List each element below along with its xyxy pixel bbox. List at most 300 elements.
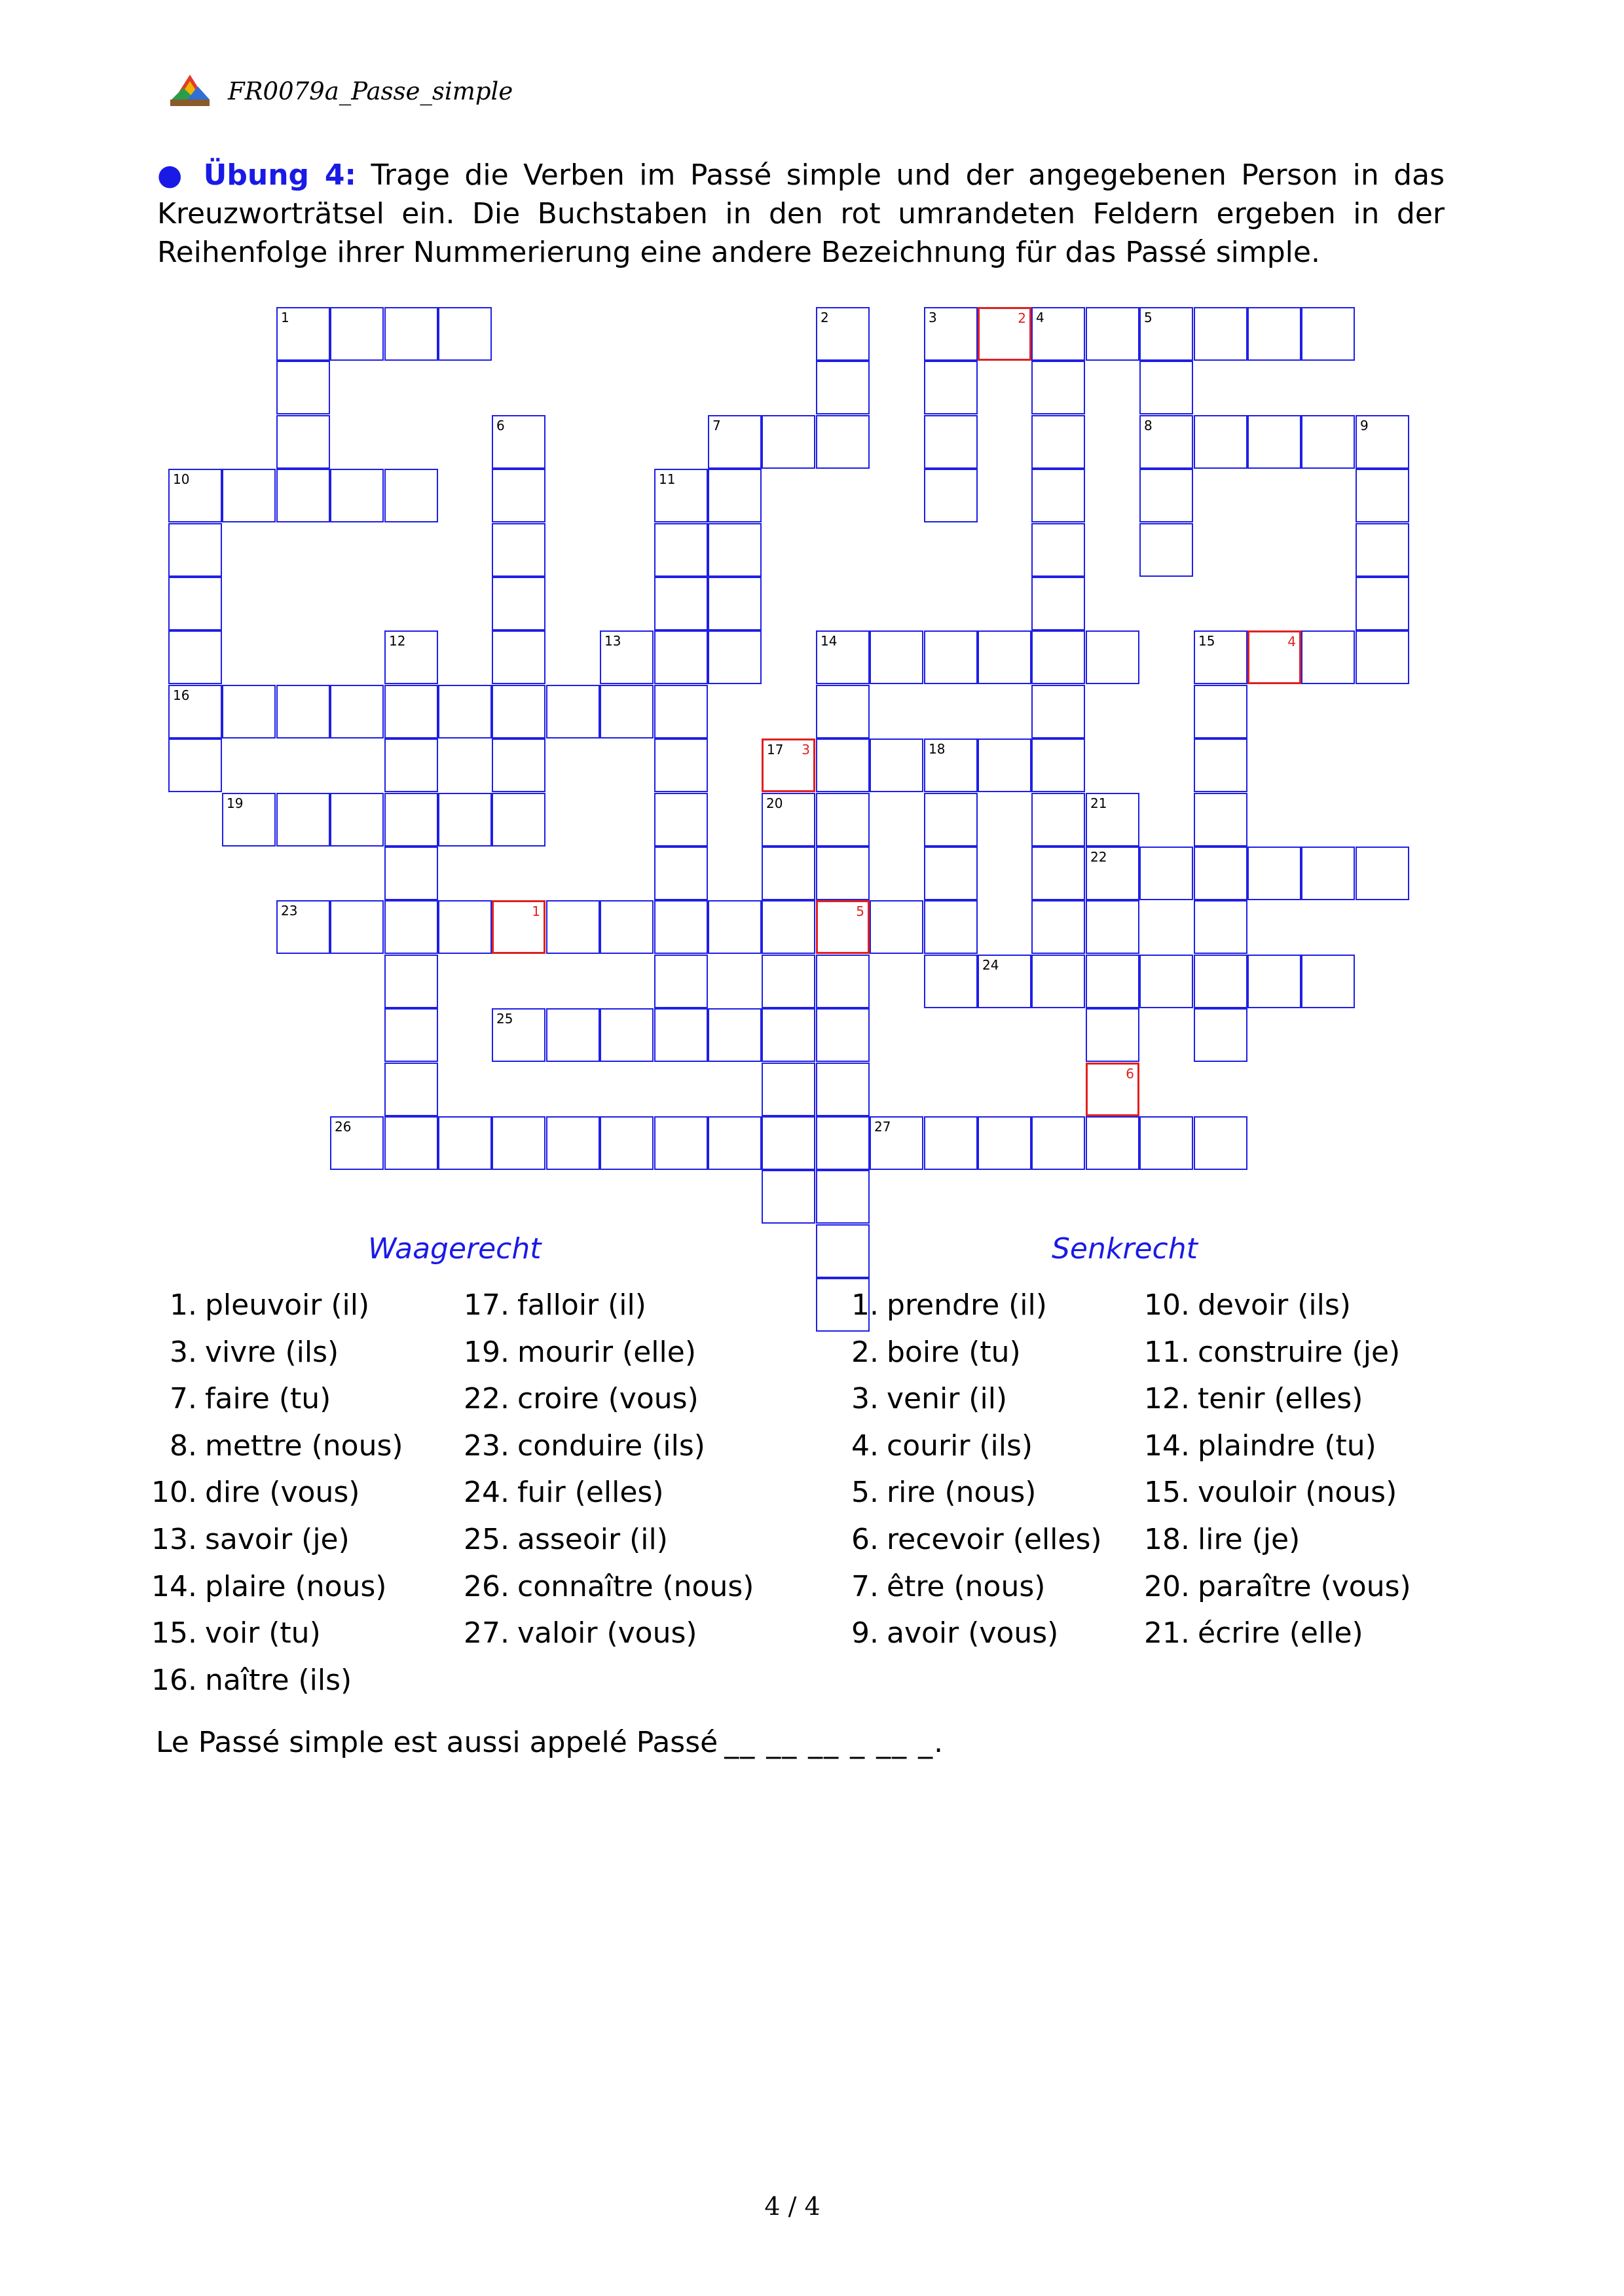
clue-number: 18 (929, 741, 946, 757)
crossword-cell[interactable] (654, 577, 708, 630)
crossword-cell[interactable] (1139, 415, 1193, 469)
crossword-cell[interactable] (708, 630, 762, 684)
clue-item (464, 1329, 754, 1376)
clue-item-number: 10. (1144, 1288, 1190, 1322)
crossword-cell[interactable] (600, 1008, 654, 1062)
crossword-cell[interactable] (708, 415, 762, 469)
crossword-cell[interactable] (1301, 630, 1355, 684)
crossword-cell[interactable] (870, 738, 923, 792)
clue-item (1144, 1610, 1411, 1657)
clue-item (151, 1469, 403, 1516)
crossword-cell[interactable] (708, 469, 762, 522)
clue-item-text: valoir (vous) (517, 1616, 697, 1650)
crossword-cell[interactable] (1031, 307, 1085, 361)
crossword-cell[interactable] (708, 1116, 762, 1170)
crossword-cell[interactable] (654, 469, 708, 522)
crossword-cell[interactable] (1031, 630, 1085, 684)
clue-item (170, 1423, 403, 1470)
crossword-cell[interactable] (546, 1116, 600, 1170)
crossword-cell[interactable] (816, 1008, 870, 1062)
crossword-cell[interactable] (816, 1170, 870, 1224)
clue-item-text: fuir (elles) (517, 1476, 664, 1510)
crossword-cell[interactable] (1031, 577, 1085, 630)
crossword-cell[interactable] (330, 1116, 384, 1170)
clue-item-number: 20. (1144, 1569, 1190, 1603)
crossword-cell[interactable] (546, 900, 600, 954)
clue-number: 16 (173, 687, 190, 703)
clue-number: 24 (982, 957, 999, 973)
crossword-cell[interactable] (1139, 523, 1193, 577)
clue-number: 7 (712, 418, 721, 433)
clue-number: 21 (1090, 795, 1107, 811)
clue-number: 3 (929, 310, 937, 325)
crossword-cell[interactable] (1194, 1008, 1247, 1062)
clue-item-text: connaître (nous) (517, 1569, 754, 1603)
clue-item (1144, 1376, 1411, 1423)
crossword-cell[interactable] (816, 307, 870, 361)
crossword-cell[interactable] (978, 955, 1031, 1008)
crossword-cell[interactable] (1356, 577, 1409, 630)
clue-item-number: 23. (464, 1429, 509, 1463)
crossword-cell[interactable] (708, 523, 762, 577)
crossword-cell[interactable] (492, 469, 545, 522)
across-clues-column-1 (151, 1282, 403, 1704)
solution-prompt: Le Passé simple est aussi appelé Passé (156, 1726, 718, 1759)
crossword-cell[interactable] (816, 955, 870, 1008)
crossword-cell[interactable] (762, 955, 815, 1008)
crossword-cell[interactable] (276, 469, 330, 522)
clue-number: 10 (173, 471, 190, 487)
crossword-cell[interactable] (924, 630, 978, 684)
clue-number: 12 (389, 633, 406, 649)
clue-number: 13 (604, 633, 621, 649)
crossword-cell[interactable] (1031, 685, 1085, 738)
clue-item (170, 1329, 403, 1376)
solution-cell[interactable] (816, 900, 870, 954)
crossword-cell[interactable] (1194, 793, 1247, 847)
clue-item (151, 1516, 403, 1563)
clue-item-number: 22. (464, 1382, 509, 1416)
clue-item-text: recevoir (elles) (887, 1522, 1102, 1556)
crossword-cell[interactable] (762, 1063, 815, 1116)
crossword-cell[interactable] (654, 847, 708, 900)
crossword-cell[interactable] (546, 685, 600, 738)
crossword-cell[interactable] (654, 1116, 708, 1170)
clue-item-text: naître (ils) (205, 1663, 352, 1697)
solution-cell[interactable] (1086, 1063, 1139, 1116)
solution-marker: 2 (1018, 310, 1026, 326)
crossword-cell[interactable] (1139, 307, 1193, 361)
crossword-cell[interactable] (816, 847, 870, 900)
crossword-cell[interactable] (924, 847, 978, 900)
crossword-cell[interactable] (168, 630, 222, 684)
crossword-cell[interactable] (1247, 415, 1301, 469)
clue-item-number: 15. (1144, 1476, 1190, 1510)
crossword-cell[interactable] (870, 900, 923, 954)
crossword-cell[interactable] (330, 900, 384, 954)
clue-item-number: 4. (851, 1429, 879, 1463)
crossword-cell[interactable] (384, 1063, 438, 1116)
crossword-cell[interactable] (816, 415, 870, 469)
crossword-cell[interactable] (384, 1008, 438, 1062)
crossword-cell[interactable] (1086, 630, 1139, 684)
clue-item-number: 26. (464, 1569, 509, 1603)
crossword-cell[interactable] (1031, 955, 1085, 1008)
crossword-cell[interactable] (1031, 523, 1085, 577)
crossword-cell[interactable] (654, 793, 708, 847)
clue-item-text: conduire (ils) (517, 1429, 705, 1463)
solution-blanks: __ __ __ _ __ _. (724, 1726, 945, 1759)
clue-item (464, 1423, 754, 1470)
crossword-cell[interactable] (1356, 847, 1409, 900)
crossword-cell[interactable] (816, 738, 870, 792)
crossword-cell[interactable] (1301, 847, 1355, 900)
crossword-cell[interactable] (924, 900, 978, 954)
crossword-cell[interactable] (492, 630, 545, 684)
crossword-cell[interactable] (762, 1116, 815, 1170)
crossword-cell[interactable] (762, 900, 815, 954)
clue-item-text: lire (je) (1198, 1522, 1301, 1556)
crossword-cell[interactable] (1301, 415, 1355, 469)
crossword-cell[interactable] (546, 1008, 600, 1062)
crossword-cell[interactable] (438, 1116, 492, 1170)
crossword-cell[interactable] (384, 630, 438, 684)
crossword-cell[interactable] (1031, 900, 1085, 954)
clue-number: 8 (1144, 418, 1153, 433)
clue-item-number: 3. (851, 1382, 879, 1416)
crossword-cell[interactable] (330, 793, 384, 847)
solution-cell[interactable] (1247, 630, 1301, 684)
clue-number: 19 (227, 795, 244, 811)
clue-item (464, 1376, 754, 1423)
crossword-cell[interactable] (492, 793, 545, 847)
crossword-cell[interactable] (492, 685, 545, 738)
crossword-cell[interactable] (708, 900, 762, 954)
crossword-cell[interactable] (1194, 685, 1247, 738)
down-clues-column-2 (1144, 1282, 1411, 1657)
clue-item-number: 19. (464, 1335, 509, 1369)
crossword-cell[interactable] (1194, 847, 1247, 900)
crossword-cell[interactable] (924, 307, 978, 361)
crossword-cell[interactable] (816, 1224, 870, 1278)
crossword-cell[interactable] (276, 361, 330, 414)
crossword-cell[interactable] (924, 469, 978, 522)
crossword-cell[interactable] (330, 469, 384, 522)
clue-item-number: 1. (851, 1288, 879, 1322)
clue-item-number: 7. (851, 1569, 879, 1603)
crossword-cell[interactable] (600, 630, 654, 684)
crossword-cell[interactable] (654, 685, 708, 738)
crossword-cell[interactable] (276, 415, 330, 469)
crossword-cell[interactable] (384, 900, 438, 954)
instructions-text: Trage die Verben im Passé simple und der angegebenen Person in das Kreuzworträtsel ein. Die Buchstaben in den rot umrandeten Feldern ergeben in der Reihenfolge ihrer Nummerierung eine andere Bezeichnung für das Passé simple. (157, 158, 1445, 269)
clue-item-text: avoir (vous) (887, 1616, 1059, 1650)
clue-number: 4 (1036, 310, 1044, 325)
clue-item (464, 1610, 754, 1657)
crossword-cell[interactable] (276, 793, 330, 847)
clue-item (464, 1563, 754, 1611)
crossword-cell[interactable] (1031, 847, 1085, 900)
crossword-cell[interactable] (222, 793, 276, 847)
clue-item-text: prendre (il) (887, 1288, 1047, 1322)
crossword-cell[interactable] (1194, 738, 1247, 792)
clue-item (1144, 1516, 1411, 1563)
crossword-cell[interactable] (384, 955, 438, 1008)
clue-number: 23 (281, 903, 298, 919)
clue-item-number: 8. (170, 1429, 197, 1463)
across-heading: Waagerecht (368, 1232, 542, 1266)
clue-item (151, 1657, 403, 1704)
crossword-cell[interactable] (600, 900, 654, 954)
clue-item-number: 5. (851, 1476, 879, 1510)
crossword-cell[interactable] (978, 1116, 1031, 1170)
down-heading: Senkrecht (1052, 1232, 1198, 1266)
clue-item-text: savoir (je) (205, 1522, 350, 1556)
clue-item-text: boire (tu) (887, 1335, 1021, 1369)
clue-number: 11 (659, 471, 676, 487)
crossword-cell[interactable] (1194, 900, 1247, 954)
crossword-cell[interactable] (708, 1008, 762, 1062)
clue-item (1144, 1329, 1411, 1376)
crossword-cell[interactable] (1031, 1116, 1085, 1170)
crossword-cell[interactable] (1301, 307, 1355, 361)
clue-item-number: 2. (851, 1335, 879, 1369)
crossword-cell[interactable] (1194, 955, 1247, 1008)
clue-item-text: plaire (nous) (205, 1569, 387, 1603)
clue-item (1144, 1282, 1411, 1329)
clue-item (464, 1469, 754, 1516)
crossword-cell[interactable] (1086, 1116, 1139, 1170)
clue-item-number: 6. (851, 1522, 879, 1556)
crossword-cell[interactable] (924, 361, 978, 414)
solution-marker: 1 (532, 903, 540, 919)
crossword-cell[interactable] (1247, 847, 1301, 900)
clue-item (851, 1563, 1102, 1611)
clue-item-text: vivre (ils) (205, 1335, 339, 1369)
crossword-cell[interactable] (1139, 847, 1193, 900)
crossword-cell[interactable] (762, 847, 815, 900)
crossword-cell[interactable] (492, 738, 545, 792)
solution-marker: 4 (1287, 634, 1296, 649)
crossword-cell[interactable] (384, 685, 438, 738)
clue-item-number: 3. (170, 1335, 197, 1369)
crossword-cell[interactable] (1194, 415, 1247, 469)
clue-item-text: paraître (vous) (1198, 1569, 1411, 1603)
crossword-cell[interactable] (1356, 523, 1409, 577)
clue-number: 14 (821, 633, 838, 649)
crossword-cell[interactable] (1086, 847, 1139, 900)
crossword-cell[interactable] (654, 738, 708, 792)
crossword-cell[interactable] (438, 685, 492, 738)
clue-item-text: courir (ils) (887, 1429, 1033, 1463)
clue-item (851, 1329, 1102, 1376)
crossword-cell[interactable] (654, 523, 708, 577)
crossword-cell[interactable] (168, 577, 222, 630)
solution-sentence (156, 1726, 944, 1759)
clue-number: 5 (1144, 310, 1153, 325)
clue-number: 1 (281, 310, 289, 325)
crossword-cell[interactable] (1139, 1116, 1193, 1170)
crossword-cell[interactable] (762, 1008, 815, 1062)
clue-item-number: 11. (1144, 1335, 1190, 1369)
crossword-cell[interactable] (924, 793, 978, 847)
crossword-cell[interactable] (1086, 900, 1139, 954)
crossword-cell[interactable] (816, 685, 870, 738)
crossword-cell[interactable] (816, 1063, 870, 1116)
crossword-cell[interactable] (330, 307, 384, 361)
crossword-cell[interactable] (384, 469, 438, 522)
crossword-cell[interactable] (168, 469, 222, 522)
crossword-cell[interactable] (924, 1116, 978, 1170)
clue-number: 2 (821, 310, 829, 325)
crossword-cell[interactable] (1031, 469, 1085, 522)
clue-item-number: 16. (151, 1663, 197, 1697)
crossword-cell[interactable] (762, 793, 815, 847)
crossword-cell[interactable] (978, 738, 1031, 792)
crossword-cell[interactable] (978, 630, 1031, 684)
crossword-cell[interactable] (924, 955, 978, 1008)
crossword-cell[interactable] (1139, 361, 1193, 414)
clue-number: 26 (335, 1119, 352, 1135)
crossword-cell[interactable] (384, 793, 438, 847)
clue-item-text: croire (vous) (517, 1382, 699, 1416)
clue-item-text: devoir (ils) (1198, 1288, 1351, 1322)
crossword-cell[interactable] (492, 415, 545, 469)
crossword-cell[interactable] (276, 685, 330, 738)
clue-item (170, 1282, 403, 1329)
clue-number: 6 (496, 418, 505, 433)
crossword-cell[interactable] (762, 1170, 815, 1224)
clue-item-text: vouloir (nous) (1198, 1476, 1397, 1510)
crossword-cell[interactable] (222, 469, 276, 522)
crossword-cell[interactable] (1356, 469, 1409, 522)
crossword-cell[interactable] (168, 738, 222, 792)
crossword-cell[interactable] (1139, 955, 1193, 1008)
clue-item (464, 1282, 754, 1329)
crossword-cell[interactable] (1356, 630, 1409, 684)
crossword-cell[interactable] (168, 523, 222, 577)
solution-marker: 3 (802, 742, 810, 757)
crossword-cell[interactable] (222, 685, 276, 738)
crossword-cell[interactable] (870, 1116, 923, 1170)
page-number: 4 / 4 (764, 2192, 821, 2221)
solution-cell[interactable] (762, 738, 815, 792)
crossword-cell[interactable] (924, 738, 978, 792)
crossword-cell[interactable] (1247, 307, 1301, 361)
clue-item-text: venir (il) (887, 1382, 1008, 1416)
crossword-cell[interactable] (870, 630, 923, 684)
crossword-cell[interactable] (384, 1116, 438, 1170)
clue-item-text: rire (nous) (887, 1476, 1037, 1510)
clue-item-number: 27. (464, 1616, 509, 1650)
crossword-cell[interactable] (1086, 793, 1139, 847)
clue-number: 27 (874, 1119, 891, 1135)
clue-item-number: 12. (1144, 1382, 1190, 1416)
clue-item (851, 1469, 1102, 1516)
clue-item-number: 7. (170, 1382, 197, 1416)
clue-item-number: 1. (170, 1288, 197, 1322)
crossword-cell[interactable] (654, 1008, 708, 1062)
crossword-cell[interactable] (816, 793, 870, 847)
crossword-cell[interactable] (1139, 469, 1193, 522)
crossword-cell[interactable] (276, 900, 330, 954)
crossword-cell[interactable] (816, 361, 870, 414)
clue-item (151, 1610, 403, 1657)
crossword-cell[interactable] (492, 1116, 545, 1170)
clue-item-number: 13. (151, 1522, 197, 1556)
clue-item-number: 14. (151, 1569, 197, 1603)
clue-item-number: 17. (464, 1288, 509, 1322)
crossword-cell[interactable] (384, 847, 438, 900)
clue-item-number: 21. (1144, 1616, 1190, 1650)
crossword-cell[interactable] (438, 900, 492, 954)
clue-item-text: écrire (elle) (1198, 1616, 1363, 1650)
crossword-cell[interactable] (924, 415, 978, 469)
crossword-cell[interactable] (1031, 738, 1085, 792)
crossword-cell[interactable] (816, 1116, 870, 1170)
crossword-cell[interactable] (1031, 361, 1085, 414)
crossword-cell[interactable] (600, 685, 654, 738)
clue-item-number: 9. (851, 1616, 879, 1650)
clue-item (851, 1376, 1102, 1423)
solution-marker: 5 (856, 903, 864, 919)
clue-item-text: pleuvoir (il) (205, 1288, 370, 1322)
crossword-cell[interactable] (1194, 1116, 1247, 1170)
clue-item-number: 25. (464, 1522, 509, 1556)
crossword-cell[interactable] (438, 793, 492, 847)
crossword-cell[interactable] (816, 630, 870, 684)
crossword-cell[interactable] (276, 307, 330, 361)
across-clues-column-2 (464, 1282, 754, 1657)
solution-cell[interactable] (492, 900, 545, 954)
crossword-cell[interactable] (1086, 307, 1139, 361)
crossword-cell[interactable] (384, 307, 438, 361)
crossword-cell[interactable] (1086, 955, 1139, 1008)
clue-item-text: mourir (elle) (517, 1335, 696, 1369)
clue-item-number: 10. (151, 1476, 197, 1510)
crossword-cell[interactable] (1194, 307, 1247, 361)
clue-item-text: construire (je) (1198, 1335, 1401, 1369)
clue-item-number: 14. (1144, 1429, 1190, 1463)
crossword-cell[interactable] (168, 685, 222, 738)
crossword-cell[interactable] (492, 577, 545, 630)
document-id: FR0079a_Passe_simple (228, 77, 513, 105)
crossword-cell[interactable] (654, 900, 708, 954)
crossword-cell[interactable] (1247, 955, 1301, 1008)
clue-number: 20 (766, 795, 783, 811)
crossword-cell[interactable] (1031, 793, 1085, 847)
crossword-cell[interactable] (762, 415, 815, 469)
clue-item-text: voir (tu) (205, 1616, 321, 1650)
crossword-cell[interactable] (1194, 630, 1247, 684)
clue-number: 25 (496, 1011, 513, 1027)
crossword-cell[interactable] (1301, 955, 1355, 1008)
solution-cell[interactable] (978, 307, 1031, 361)
crossword-cell[interactable] (654, 630, 708, 684)
crossword-cell[interactable] (1086, 1008, 1139, 1062)
crossword-cell[interactable] (600, 1116, 654, 1170)
crossword-cell[interactable] (1031, 415, 1085, 469)
crossword-cell[interactable] (1356, 415, 1409, 469)
crossword-cell[interactable] (330, 685, 384, 738)
crossword-cell[interactable] (492, 1008, 545, 1062)
crossword-cell[interactable] (384, 738, 438, 792)
clue-item (464, 1516, 754, 1563)
crossword-cell[interactable] (438, 307, 492, 361)
crossword-cell[interactable] (708, 577, 762, 630)
crossword-cell[interactable] (654, 955, 708, 1008)
crossword-cell[interactable] (492, 523, 545, 577)
